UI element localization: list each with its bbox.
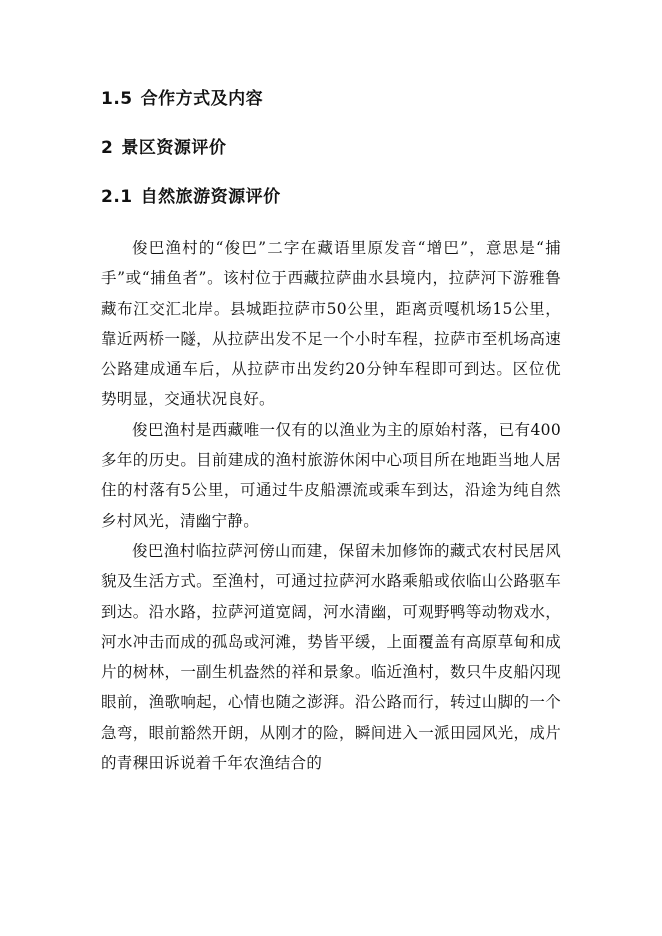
section-title: 自然旅游资源评价 xyxy=(140,187,281,207)
paragraph: 俊巴渔村的“俊巴”二字在藏语里原发音“增巴”，意思是“捕手”或“捕鱼者”。该村位于西藏拉萨曲水县境内，拉萨河下游雅鲁藏布江交汇北岸。县城距拉萨市50公里，距离贡嘎机场15公里，靠近两桥一隧，从拉萨出发不足一个小时车程，拉萨市至机场高速公路建成通车后，从拉萨市出发约20分钟车程即可到达。区位优势明显，交通状况良好。 xyxy=(101,239,561,409)
section-title: 景区资源评价 xyxy=(121,138,227,158)
section-heading-2-1 xyxy=(101,186,281,208)
section-number: 2 xyxy=(101,138,114,158)
section-title: 合作方式及内容 xyxy=(140,89,264,109)
section-number: 2.1 xyxy=(101,187,133,207)
section-number: 1.5 xyxy=(101,89,133,109)
paragraph: 俊巴渔村临拉萨河傍山而建，保留未加修饰的藏式农村民居风貌及生活方式。至渔村，可通过拉萨河水路乘船或依临山公路驱车到达。沿水路，拉萨河道宽阔，河水清幽，可观野鸭等动物戏水，河水冲击而成的孤岛或河滩，势皆平缓，上面覆盖有高原草甸和成片的树林，一副生机盎然的祥和景象。临近渔村，数只牛皮船闪现眼前，渔歌响起，心情也随之澎湃。沿公路而行，转过山脚的一个急弯，眼前豁然开朗，从刚才的险，瞬间进入一派田园风光，成片的青稞田诉说着千年农渔结合的 xyxy=(101,541,561,773)
section-heading-2 xyxy=(101,137,226,159)
paragraph: 俊巴渔村是西藏唯一仅有的以渔业为主的原始村落，已有400多年的历史。目前建成的渔村旅游休闲中心项目所在地距当地人居住的村落有5公里，可通过牛皮船漂流或乘车到达，沿途为纯自然乡村风光，清幽宁静。 xyxy=(101,420,561,530)
body-text xyxy=(101,233,561,778)
section-heading-1-5 xyxy=(101,88,263,110)
